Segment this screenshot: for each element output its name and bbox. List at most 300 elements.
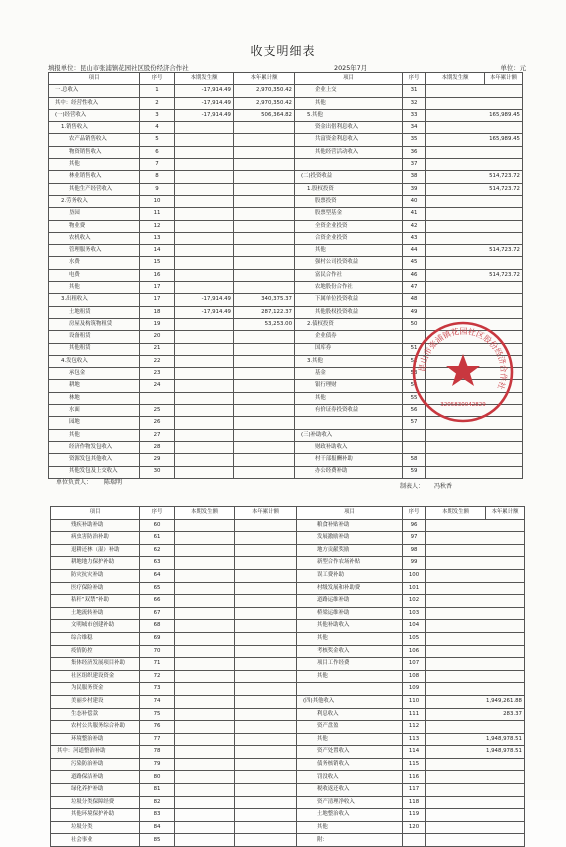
row-year-amount xyxy=(234,245,295,257)
table-row xyxy=(49,269,523,281)
row-seq: 105 xyxy=(403,632,426,645)
row-item: 资源发包其他收入 xyxy=(49,454,140,466)
row-item: 林地 xyxy=(49,392,140,404)
row-seq: 2 xyxy=(140,97,175,109)
row-seq: 114 xyxy=(403,746,426,759)
row-year-amount xyxy=(426,257,523,269)
row-item: 3.出租收入 xyxy=(49,294,140,306)
row-item: 农村公共服务综合补助 xyxy=(51,721,140,734)
row-seq: 59 xyxy=(403,466,426,478)
row-item: 为民服务资金 xyxy=(51,683,140,696)
row-year-amount: 165,989.45 xyxy=(426,134,523,146)
row-year-amount xyxy=(235,746,297,759)
row-seq: 21 xyxy=(140,343,175,355)
row-period-amount xyxy=(175,380,234,392)
row-period-amount xyxy=(175,670,235,683)
table-row xyxy=(49,429,523,441)
table-row xyxy=(51,695,525,708)
row-item xyxy=(295,159,403,171)
row-item: 2.劳务收入 xyxy=(49,195,140,207)
table-row xyxy=(49,159,523,171)
row-item: (四)其他收入 xyxy=(297,695,403,708)
row-item: 耕地地力保护补助 xyxy=(51,557,140,570)
row-seq: 7 xyxy=(140,159,175,171)
row-item: 企业上交 xyxy=(295,85,403,97)
row-period-amount xyxy=(175,183,234,195)
table-row xyxy=(51,544,525,557)
row-year-amount xyxy=(234,429,295,441)
row-period-amount: -17,914.49 xyxy=(175,109,234,121)
row-seq xyxy=(140,392,175,404)
table-row xyxy=(51,620,525,633)
row-seq: 55 xyxy=(403,392,426,404)
row-seq: 11 xyxy=(140,208,175,220)
row-item: 其他 xyxy=(49,282,140,294)
table-row xyxy=(51,658,525,671)
row-year-amount: 1,948,978.51 xyxy=(426,746,525,759)
preparer-label: 制表人： xyxy=(400,483,425,490)
row-item: 垃圾分类保障经费 xyxy=(51,796,140,809)
table-row xyxy=(51,582,525,595)
table-row xyxy=(49,109,523,121)
row-item: 设备租赁 xyxy=(49,331,140,343)
row-year-amount: 2,970,350.42 xyxy=(234,85,295,97)
row-item: 综合维稳 xyxy=(51,632,140,645)
row-year-amount xyxy=(234,343,295,355)
row-year-amount xyxy=(235,796,297,809)
row-seq: 39 xyxy=(403,183,426,195)
row-period-amount xyxy=(175,557,235,570)
row-seq: 20 xyxy=(140,331,175,343)
row-period-amount xyxy=(175,645,235,658)
row-item: 园地 xyxy=(49,417,140,429)
row-item: 新型合作农场补贴 xyxy=(297,557,403,570)
row-item: 其中：经营性收入 xyxy=(49,97,140,109)
seal-code: 3205830042829 xyxy=(440,402,486,408)
row-item: 病虫害防治补助 xyxy=(51,532,140,545)
row-year-amount xyxy=(235,632,297,645)
table-row xyxy=(49,220,523,232)
row-seq: 19 xyxy=(140,318,175,330)
row-period-amount: -17,914.49 xyxy=(175,306,234,318)
row-item: 管理服务收入 xyxy=(49,245,140,257)
row-year-amount xyxy=(235,834,297,847)
row-year-amount xyxy=(426,85,523,97)
row-seq: 74 xyxy=(140,695,175,708)
row-item xyxy=(297,683,403,696)
row-seq: 113 xyxy=(403,733,426,746)
row-period-amount xyxy=(175,368,234,380)
row-period-amount xyxy=(175,220,234,232)
table-row xyxy=(51,733,525,746)
row-year-amount xyxy=(426,607,525,620)
row-seq: 28 xyxy=(140,441,175,453)
row-seq: 77 xyxy=(140,733,175,746)
row-seq: 35 xyxy=(403,134,426,146)
row-item: 其他 xyxy=(297,733,403,746)
row-year-amount xyxy=(426,232,523,244)
row-item: 疫情防控 xyxy=(51,645,140,658)
row-seq: 85 xyxy=(140,834,175,847)
row-year-amount xyxy=(426,208,523,220)
row-item: 3.其他 xyxy=(295,355,403,367)
row-seq: 17 xyxy=(140,282,175,294)
row-seq: 64 xyxy=(140,569,175,582)
row-year-amount xyxy=(426,721,525,734)
table-row xyxy=(49,183,523,195)
row-seq: 42 xyxy=(403,220,426,232)
row-item: 防灾抗灾补助 xyxy=(51,569,140,582)
row-item: 税收返还收入 xyxy=(297,784,403,797)
header-seq: 序号 xyxy=(140,73,175,85)
row-year-amount xyxy=(426,97,523,109)
table-row xyxy=(51,758,525,771)
row-year-amount xyxy=(234,146,295,158)
row-item: 农产品销售收入 xyxy=(49,134,140,146)
row-year-amount: 514,723.72 xyxy=(426,245,523,257)
row-item: 误工费补助 xyxy=(297,569,403,582)
row-year-amount xyxy=(426,632,525,645)
row-year-amount xyxy=(426,441,523,453)
table-row xyxy=(49,146,523,158)
row-year-amount: 165,989.45 xyxy=(426,109,523,121)
row-seq: 79 xyxy=(140,758,175,771)
row-year-amount: 2,970,350.42 xyxy=(234,97,295,109)
row-item: 农机收入 xyxy=(49,232,140,244)
row-seq xyxy=(403,834,426,847)
table-row xyxy=(51,834,525,847)
row-item: 垦园 xyxy=(49,208,140,220)
row-seq: 51 xyxy=(403,343,426,355)
row-item: 粮食补贴补助 xyxy=(297,519,403,532)
row-item: 全资企业投资 xyxy=(295,220,403,232)
row-year-amount xyxy=(235,784,297,797)
row-item: 其他 xyxy=(297,632,403,645)
table-row xyxy=(49,257,523,269)
row-seq: 32 xyxy=(403,97,426,109)
row-period-amount xyxy=(175,343,234,355)
row-seq: 102 xyxy=(403,595,426,608)
row-item: 资产盘盈 xyxy=(297,721,403,734)
row-year-amount xyxy=(234,392,295,404)
row-year-amount xyxy=(426,544,525,557)
row-item: 土地租赁 xyxy=(49,306,140,318)
row-item: 其他环境保护补助 xyxy=(51,809,140,822)
row-seq: 17 xyxy=(140,294,175,306)
row-seq: 111 xyxy=(403,708,426,721)
row-item: 秸秆“双禁”补助 xyxy=(51,595,140,608)
row-item: 罚没收入 xyxy=(297,771,403,784)
row-item: 其他 xyxy=(297,670,403,683)
row-year-amount: 506,364.82 xyxy=(234,109,295,121)
table-row xyxy=(49,294,523,306)
row-year-amount xyxy=(426,821,525,834)
row-year-amount xyxy=(426,758,525,771)
row-year-amount xyxy=(235,721,297,734)
row-seq: 25 xyxy=(140,405,175,417)
row-item: 债务核销收入 xyxy=(297,758,403,771)
row-item: 1.股权投资 xyxy=(295,183,403,195)
row-year-amount xyxy=(235,569,297,582)
row-item: 村级发展和补助费 xyxy=(297,582,403,595)
row-seq: 58 xyxy=(403,454,426,466)
row-item: 生态补偿款 xyxy=(51,708,140,721)
row-seq: 107 xyxy=(403,658,426,671)
row-seq: 16 xyxy=(140,269,175,281)
row-item: 股票型基金 xyxy=(295,208,403,220)
row-year-amount xyxy=(426,784,525,797)
table-row xyxy=(51,771,525,784)
row-item: 下属单位投资收益 xyxy=(295,294,403,306)
row-seq: 69 xyxy=(140,632,175,645)
row-item: 强村公司投资收益 xyxy=(295,257,403,269)
row-period-amount xyxy=(175,834,235,847)
row-period-amount xyxy=(175,582,235,595)
row-seq: 99 xyxy=(403,557,426,570)
row-year-amount xyxy=(426,809,525,822)
row-item: 其他股权投资收益 xyxy=(295,306,403,318)
row-year-amount xyxy=(235,582,297,595)
row-item: (一)经营收入 xyxy=(49,109,140,121)
table-row xyxy=(49,232,523,244)
row-seq: 48 xyxy=(403,294,426,306)
unit-name: 填报单位：昆山市张浦镇花园社区股份经济合作社 xyxy=(48,64,189,72)
row-item: 医疗保险补助 xyxy=(51,582,140,595)
row-item: 美丽乡村建设 xyxy=(51,695,140,708)
row-seq: 78 xyxy=(140,746,175,759)
row-year-amount: 514,723.72 xyxy=(426,171,523,183)
header-seq: 序号 xyxy=(140,507,175,520)
row-item: (二)投资收益 xyxy=(295,171,403,183)
row-item: 电费 xyxy=(49,269,140,281)
row-seq: 24 xyxy=(140,380,175,392)
row-period-amount xyxy=(175,569,235,582)
row-seq: 71 xyxy=(140,658,175,671)
table-row xyxy=(51,595,525,608)
row-year-amount xyxy=(235,658,297,671)
row-seq: 8 xyxy=(140,171,175,183)
row-period-amount xyxy=(175,195,234,207)
table-row xyxy=(49,134,523,146)
row-year-amount: 340,375.37 xyxy=(234,294,295,306)
row-item: 残疾补助补助 xyxy=(51,519,140,532)
row-item: 土地整治收入 xyxy=(297,809,403,822)
row-seq: 72 xyxy=(140,670,175,683)
row-year-amount xyxy=(234,355,295,367)
row-item: 办公经费补助 xyxy=(295,466,403,478)
row-seq: 10 xyxy=(140,195,175,207)
table-header-row xyxy=(49,73,523,85)
leader-name: 陈瑞明 xyxy=(103,479,122,486)
row-period-amount xyxy=(175,454,234,466)
row-year-amount: 53,253.00 xyxy=(234,318,295,330)
row-period-amount xyxy=(175,134,234,146)
row-seq: 116 xyxy=(403,771,426,784)
table-row xyxy=(51,645,525,658)
row-item: 利息收入 xyxy=(297,708,403,721)
row-seq: 12 xyxy=(140,220,175,232)
table-row xyxy=(51,784,525,797)
row-year-amount xyxy=(235,607,297,620)
row-year-amount xyxy=(426,683,525,696)
row-seq xyxy=(403,429,426,441)
row-year-amount xyxy=(234,454,295,466)
row-item: 污染防治补助 xyxy=(51,758,140,771)
row-seq: 54 xyxy=(403,380,426,392)
row-seq: 96 xyxy=(403,519,426,532)
row-item xyxy=(295,417,403,429)
row-seq: 57 xyxy=(403,417,426,429)
row-seq: 41 xyxy=(403,208,426,220)
row-seq: 120 xyxy=(403,821,426,834)
row-seq: 53 xyxy=(403,368,426,380)
header-year: 本年累计额 xyxy=(486,507,525,520)
row-year-amount xyxy=(235,821,297,834)
row-seq: 4 xyxy=(140,122,175,134)
row-year-amount xyxy=(426,771,525,784)
row-item: 经济作物发包收入 xyxy=(49,441,140,453)
row-year-amount xyxy=(426,796,525,809)
row-seq: 108 xyxy=(403,670,426,683)
row-period-amount xyxy=(175,417,234,429)
row-seq: 22 xyxy=(140,355,175,367)
row-seq: 80 xyxy=(140,771,175,784)
row-year-amount: 1,948,978.51 xyxy=(426,733,525,746)
leader-label: 单位负责人： xyxy=(56,479,93,486)
row-seq: 81 xyxy=(140,784,175,797)
table-row xyxy=(49,441,523,453)
row-item: 1.销售收入 xyxy=(49,122,140,134)
row-seq: 118 xyxy=(403,796,426,809)
row-seq: 103 xyxy=(403,607,426,620)
row-year-amount xyxy=(235,733,297,746)
row-year-amount xyxy=(426,670,525,683)
row-seq: 30 xyxy=(140,466,175,478)
row-year-amount xyxy=(426,658,525,671)
row-item: 道路保洁补助 xyxy=(51,771,140,784)
table-row xyxy=(49,454,523,466)
row-seq: 110 xyxy=(403,695,426,708)
row-seq: 44 xyxy=(403,245,426,257)
row-year-amount xyxy=(426,122,523,134)
row-seq: 52 xyxy=(403,355,426,367)
row-year-amount xyxy=(426,466,523,478)
row-item: 桥梁运维补助 xyxy=(297,607,403,620)
row-seq: 63 xyxy=(140,557,175,570)
row-period-amount xyxy=(175,269,234,281)
row-seq: 9 xyxy=(140,183,175,195)
row-period-amount xyxy=(175,809,235,822)
row-item: 发展激励补助 xyxy=(297,532,403,545)
row-period-amount xyxy=(175,282,234,294)
row-item: 合资企业投资 xyxy=(295,232,403,244)
row-year-amount: 514,723.72 xyxy=(426,269,523,281)
row-period-amount xyxy=(175,683,235,696)
preparer-name: 冯秋香 xyxy=(433,483,452,490)
row-year-amount xyxy=(234,208,295,220)
row-item: 财政补助收入 xyxy=(295,441,403,453)
row-seq: 15 xyxy=(140,257,175,269)
row-seq: 3 xyxy=(140,109,175,121)
row-item: 4.发包收入 xyxy=(49,355,140,367)
row-seq: 104 xyxy=(403,620,426,633)
row-year-amount: 283.37 xyxy=(426,708,525,721)
row-seq: 33 xyxy=(403,109,426,121)
table-row xyxy=(51,632,525,645)
row-year-amount xyxy=(235,683,297,696)
row-year-amount xyxy=(426,294,523,306)
row-period-amount xyxy=(175,632,235,645)
row-item: 林业销售收入 xyxy=(49,171,140,183)
row-seq: 112 xyxy=(403,721,426,734)
row-year-amount xyxy=(426,569,525,582)
row-seq: 13 xyxy=(140,232,175,244)
header-year: 本年累计额 xyxy=(235,507,297,520)
row-seq: 36 xyxy=(403,146,426,158)
row-period-amount xyxy=(175,146,234,158)
seal-star-icon xyxy=(446,354,480,386)
row-period-amount xyxy=(175,695,235,708)
row-seq: 83 xyxy=(140,809,175,822)
row-period-amount xyxy=(175,171,234,183)
row-period-amount xyxy=(175,429,234,441)
row-period-amount xyxy=(175,232,234,244)
row-period-amount xyxy=(175,392,234,404)
header-item: 项目 xyxy=(295,73,403,85)
row-seq: 98 xyxy=(403,544,426,557)
row-year-amount xyxy=(235,595,297,608)
row-seq: 46 xyxy=(403,269,426,281)
row-item: 物资销售收入 xyxy=(49,146,140,158)
table-row xyxy=(51,721,525,734)
table-row xyxy=(51,569,525,582)
row-seq: 70 xyxy=(140,645,175,658)
row-item: 基金 xyxy=(295,368,403,380)
row-period-amount xyxy=(175,245,234,257)
row-period-amount: -17,914.49 xyxy=(175,294,234,306)
row-item: 环境整治补助 xyxy=(51,733,140,746)
row-item: 共富资金利息收入 xyxy=(295,134,403,146)
row-seq: 62 xyxy=(140,544,175,557)
row-period-amount xyxy=(175,708,235,721)
row-year-amount xyxy=(426,532,525,545)
row-year-amount xyxy=(235,695,297,708)
row-seq: 56 xyxy=(403,405,426,417)
row-period-amount xyxy=(175,746,235,759)
row-seq: 5 xyxy=(140,134,175,146)
row-period-amount xyxy=(175,544,235,557)
row-year-amount xyxy=(235,771,297,784)
row-year-amount xyxy=(234,220,295,232)
row-item: 土地流转补助 xyxy=(51,607,140,620)
row-seq: 75 xyxy=(140,708,175,721)
row-period-amount xyxy=(175,796,235,809)
row-year-amount xyxy=(235,645,297,658)
row-period-amount xyxy=(175,466,234,478)
row-item: 有价证券投资收益 xyxy=(295,405,403,417)
header-year: 本年累计额 xyxy=(485,73,523,85)
row-year-amount xyxy=(235,708,297,721)
row-year-amount xyxy=(234,257,295,269)
row-seq: 61 xyxy=(140,532,175,545)
row-period-amount xyxy=(175,784,235,797)
row-period-amount xyxy=(175,532,235,545)
table-row xyxy=(51,708,525,721)
row-period-amount: -17,914.49 xyxy=(175,85,234,97)
row-item: 项目工作经费 xyxy=(297,658,403,671)
row-item: 资金出借利息收入 xyxy=(295,122,403,134)
leader-signature xyxy=(56,477,122,486)
